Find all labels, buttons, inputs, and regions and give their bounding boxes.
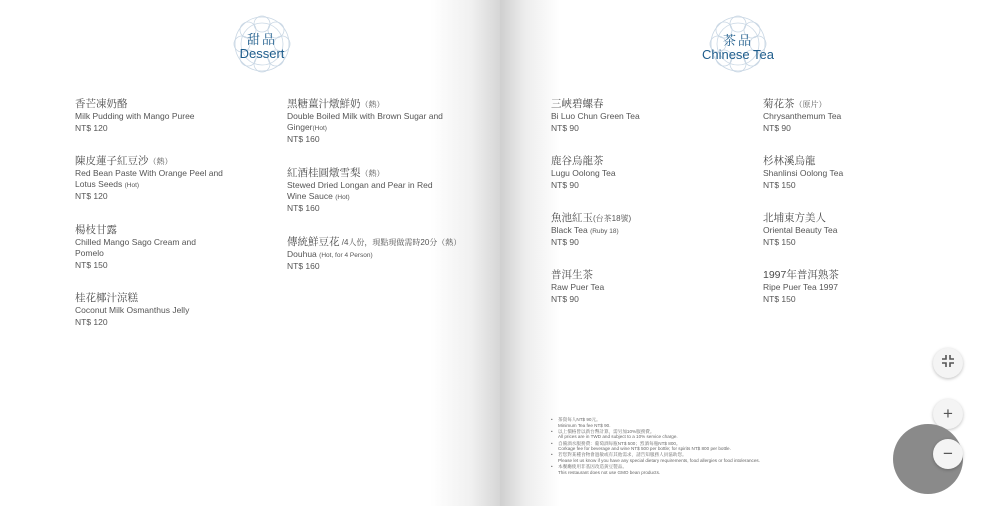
item-name-zh: 鹿谷烏龍茶 [551,155,604,167]
item-name-zh: 杉林溪烏龍 [763,155,816,167]
note-en: This restaurant does not use GMO bean products. [558,469,661,475]
item-price: NT$ 90 [551,237,579,247]
item-name-en: Double Boiled Milk with Brown Sugar and Ginger [287,111,443,132]
menu-item [763,269,953,305]
menu-item [287,236,472,272]
section-heading-zh: 甜品 [246,32,277,47]
note-item [551,441,881,452]
menu-item [75,292,265,328]
item-name-en: Ripe Puer Tea 1997 [763,282,838,292]
item-note-zh: （熱） [360,100,385,109]
note-item [551,429,881,440]
item-name-en: Coconut Milk Osmanthus Jelly [75,305,190,315]
item-name-zh: 紅酒桂圓燉雪梨 [287,167,361,179]
item-note-en: (Hot) [335,194,350,201]
section-heading-en: Dessert [239,46,285,61]
item-note-zh: （熱） [148,157,173,166]
zoom-in-button[interactable]: + [933,399,963,429]
item-price: NT$ 160 [287,261,320,271]
menu-item [763,98,953,134]
collapse-icon [941,353,955,373]
zoom-out-button[interactable]: − [933,439,963,469]
item-note-en: (Hot, for 4 Person) [319,252,373,259]
item-name-en: Chrysanthemum Tea [763,111,842,121]
item-note-en: (Hot) [312,125,327,132]
item-note-zh: （原片） [794,100,827,109]
note-en: Minimum Tea fee NT$ 90. [558,422,611,428]
item-name-zh: 楊枝甘露 [75,224,117,236]
item-note-zh: /4人份，現點現做需時20分（熱） [339,238,462,247]
menu-item [551,212,741,248]
item-name-zh: 1997年普洱熟茶 [763,269,839,281]
note-item [551,452,881,463]
item-note-zh: (台茶18號) [593,214,632,223]
item-name-en: Oriental Beauty Tea [763,225,838,235]
item-price: NT$ 120 [75,191,108,201]
menu-item [75,155,245,202]
item-name-en: Shanlinsi Oolong Tea [763,168,844,178]
item-price: NT$ 90 [551,123,579,133]
item-name-en: Stewed Dried Longan and Pear in Red Wine Sauce [287,180,433,201]
item-name-zh: 普洱生茶 [551,269,593,281]
note-zh: • 若您對某種食物會過敏或有其他需求，請告知服務人員協助您。 [558,452,687,458]
item-price: NT$ 120 [75,317,108,327]
item-name-zh: 菊花茶 [763,98,795,110]
collapse-button[interactable] [933,348,963,378]
item-name-en: Chilled Mango Sago Cream and Pomelo [75,237,196,258]
item-note-en: (Hot) [124,182,140,189]
note-en: All prices are in TWD and subject to a 10% service charge. [558,434,678,440]
menu-item [551,98,741,134]
menu-item [551,155,741,191]
item-name-en: Black Tea [551,225,588,235]
note-zh: • 自備酒水服務費：葡萄酒每瓶NT$ 500；烈酒每瓶NT$ 800。 [558,440,681,446]
item-price: NT$ 90 [551,180,579,190]
item-name-zh: 陳皮蓮子紅豆沙 [75,155,149,167]
menu-item [763,212,953,248]
item-name-zh: 桂花椰汁涼糕 [75,292,138,304]
item-name-en: Milk Pudding with Mango Puree [75,111,195,121]
item-name-en: Red Bean Paste With Orange Peel and Lotus Seeds [75,168,223,189]
menu-item [75,98,265,134]
item-name-en: Lugu Oolong Tea [551,168,616,178]
menu-notes [551,417,881,476]
item-name-zh: 香芒凍奶酪 [75,98,128,110]
menu-item [551,269,741,305]
item-name-zh: 黑糖薑汁燉鮮奶 [287,98,361,110]
item-price: NT$ 90 [551,294,579,304]
menu-item [763,155,953,191]
note-zh: • 茶資每人NT$ 90元。 [558,417,601,422]
item-name-zh: 傳統鮮豆花 [287,236,340,248]
note-item [551,464,881,475]
item-note-en: (Ruby 18) [590,228,619,235]
note-item [551,417,881,428]
menu-item [287,167,452,214]
note-zh: • 以上價格皆以新台幣計算，需另加10%服務費。 [558,428,655,434]
item-price: NT$ 150 [763,180,796,190]
item-price: NT$ 160 [287,134,320,144]
section-heading-en: Chinese Tea [701,47,775,62]
item-price: NT$ 120 [75,123,108,133]
item-name-en: Raw Puer Tea [551,282,605,292]
item-name-zh: 三峽碧螺春 [551,98,604,110]
section-heading-zh: 茶品 [722,33,753,48]
note-en: Please let us know if you have any special dietary requirements, food allergies or food intolerances. [558,457,760,463]
item-name-zh: 北埔東方美人 [763,212,826,224]
item-name-zh: 魚池紅玉 [551,212,593,224]
item-price: NT$ 150 [763,237,796,247]
note-en: Corkage fee for beverage and wine NT$ 500 per bottle; for spirits NT$ 800 per bottle. [558,446,731,452]
menu-item [75,224,225,271]
item-name-en: Douhua [287,249,317,259]
item-name-en: Bi Luo Chun Green Tea [551,111,640,121]
item-note-zh: （熱） [360,169,385,178]
note-zh: • 本餐廳使用非基因改造黃豆製品。 [558,464,627,470]
item-price: NT$ 90 [763,123,791,133]
item-price: NT$ 160 [287,203,320,213]
menu-item [287,98,462,145]
item-price: NT$ 150 [763,294,796,304]
item-price: NT$ 150 [75,260,108,270]
